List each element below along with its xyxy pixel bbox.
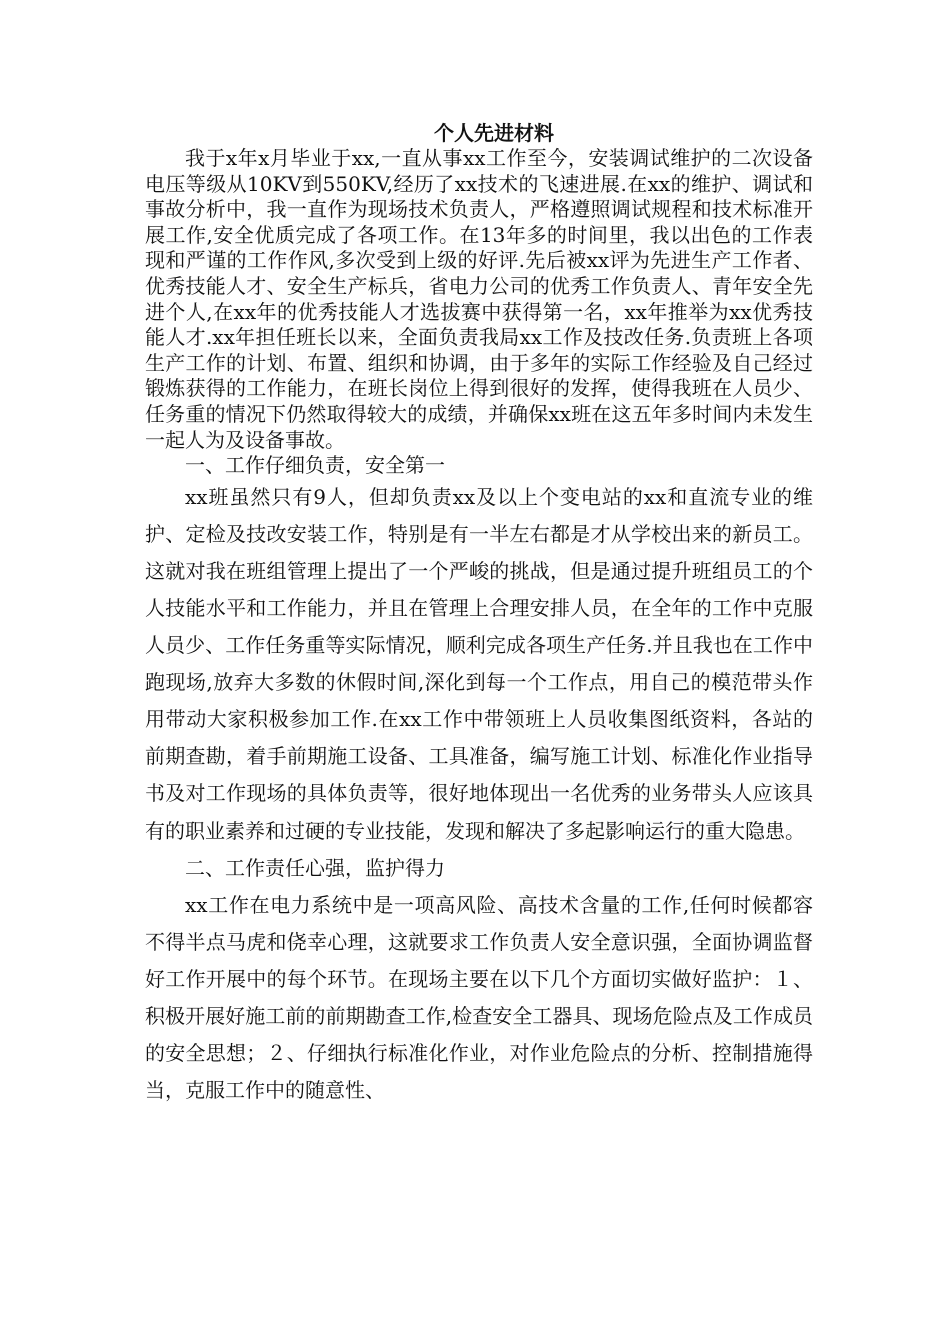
- loose-section: [145, 479, 813, 1110]
- section-2-paragraph: xx工作在电力系统中是一项高风险、高技术含量的工作,任何时候都容不得半点马虎和侥幸心理，这就要求工作负责人安全意识强，全面协调监督好工作开展中的每个环节。在现场主要在以下几个方面切实做好监护：１、积极开展好施工前的前期勘查工作,检查安全工器具、现场危险点及工作成员的安全思想；２、仔细执行标准化作业，对作业危险点的分析、控制措施得当，克服工作中的随意性、: [145, 892, 813, 1103]
- document-body: [145, 120, 813, 1109]
- section-heading-2: 二、工作责任心强，监护得力: [185, 855, 445, 880]
- section-1-paragraph: xx班虽然只有9人，但却负责xx及以上个变电站的xx和直流专业的维护、定检及技改安装工作，特别是有一半左右都是才从学校出来的新员工。这就对我在班组管理上提出了一个严峻的挑战，但是通过提升班组员工的个人技能水平和工作能力，并且在管理上合理安排人员，在全年的工作中克服人员少、工作任务重等实际情况，顺利完成各项生产任务.并且我也在工作中跑现场,放弃大多数的休假时间,深化到每一个工作点，用自己的模范带头作用带动大家积极参加工作.在xx工作中带领班上人员收集图纸资料，各站的前期查勘，着手前期施工设备、工具准备，编写施工计划、标准化作业指导书及对工作现场的具体负责等，很好地体现出一名优秀的业务带头人应该具有的职业素养和过硬的专业技能，发现和解决了多起影响运行的重大隐患。: [145, 484, 813, 843]
- intro-paragraph: 我于x年x月毕业于xx,一直从事xx工作至今，安装调试维护的二次设备电压等级从10KV到550KV,经历了xx技术的飞速进展.在xx的维护、调试和事故分析中，我一直作为现场技术负责人，严格遵照调试规程和技术标准开展工作,安全优质完成了各项工作。在13年多的时间里，我以出色的工作表现和严谨的工作作风,多次受到上级的好评.先后被xx评为先进生产工作者、优秀技能人才、安全生产标兵，省电力公司的优秀工作负责人、青年安全先进个人,在xx年的优秀技能人才选拔赛中获得第一名，xx年推举为xx优秀技能人才.xx年担任班长以来，全面负责我局xx工作及技改任务.负责班上各项生产工作的计划、布置、组织和协调，由于多年的实际工作经验及自己经过锻炼获得的工作能力，在班长岗位上得到很好的发挥，使得我班在人员少、任务重的情况下仍然取得较大的成绩，并确保xx班在这五年多时间内未发生一起人为及设备事故。: [145, 146, 813, 452]
- dense-section: [145, 146, 813, 479]
- document-title: 个人先进材料: [434, 121, 554, 145]
- section-heading-1: 一、工作仔细负责，安全第一: [185, 453, 445, 478]
